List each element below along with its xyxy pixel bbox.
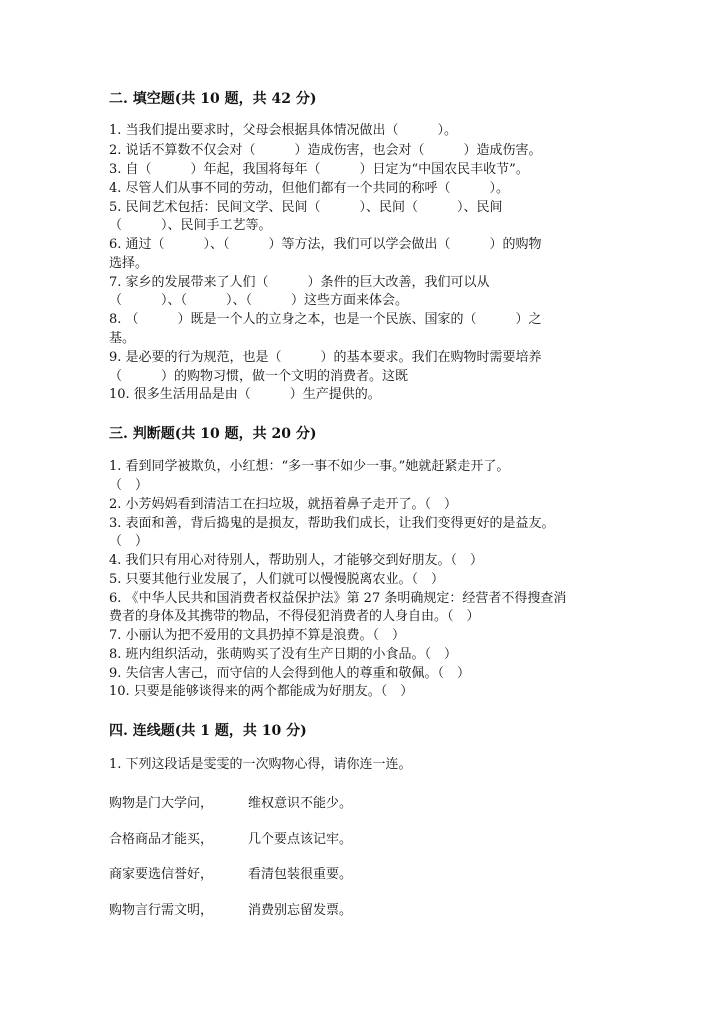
matching-right-1: 维权意识不能少。: [248, 796, 353, 811]
matching-right-3: 看清包装很重要。: [248, 867, 353, 882]
tf-q1-cont: （ ）: [109, 478, 149, 493]
matching-left-1: 购物是门大学问，: [109, 796, 214, 811]
tf-q10: 10. 只要是能够谈得来的两个都能成为好朋友。（ ）: [109, 684, 414, 699]
fill-blank-q5-cont: （ ）、民间手工艺等。: [109, 218, 272, 233]
tf-q7: 7. 小丽认为把不爱用的文具扔掉不算是浪费。（ ）: [109, 628, 406, 643]
tf-q8: 8. 班内组织活动，张萌购买了没有生产日期的小食品。（ ）: [109, 647, 458, 662]
fill-blank-q1: 1. 当我们提出要求时，父母会根据具体情况做出（ ）。: [109, 123, 458, 138]
tf-q9: 9. 失信害人害己，而守信的人会得到他人的尊重和敬佩。（ ）: [109, 666, 471, 681]
fill-blank-q8-cont: 基。: [109, 331, 136, 346]
tf-q1: 1. 看到同学被欺负，小红想：“多一事不如少一事。”她就赶紧走开了。: [109, 459, 510, 474]
matching-left-3: 商家要选信誉好，: [109, 867, 214, 882]
matching-left-2: 合格商品才能买，: [109, 832, 214, 847]
fill-blank-q7: 7. 家乡的发展带来了人们（ ）条件的巨大改善，我们可以从: [109, 275, 490, 290]
tf-q3: 3. 表面和善，背后捣鬼的是损友，帮助我们成长，让我们变得更好的是益友。: [109, 516, 555, 531]
tf-q4: 4. 我们只有用心对待别人，帮助别人，才能够交到好朋友。（ ）: [109, 553, 484, 568]
section-title-true-false: 三. 判断题(共 10 题，共 20 分): [109, 426, 317, 442]
section-title-matching: 四. 连线题(共 1 题，共 10 分): [109, 723, 307, 739]
tf-q6-cont: 费者的身体及其携带的物品，不得侵犯消费者的人身自由。（ ）: [109, 609, 480, 624]
matching-right-2: 几个要点该记牢。: [248, 832, 353, 847]
fill-blank-q9-cont: （ ）的购物习惯，做一个文明的消费者。这既: [109, 369, 409, 384]
fill-blank-q6-cont: 选择。: [109, 256, 149, 271]
tf-q5: 5. 只要其他行业发展了，人们就可以慢慢脱离农业。（ ）: [109, 572, 445, 587]
matching-question: 1. 下列这段话是雯雯的一次购物心得，请你连一连。: [109, 757, 412, 772]
fill-blank-q3: 3. 自（ ）年起，我国将每年（ ）日定为“中国农民丰收节”。: [109, 162, 529, 177]
tf-q3-cont: （ ）: [109, 534, 149, 549]
fill-blank-q8: 8. （ ）既是一个人的立身之本，也是一个民族、国家的（ ）之: [109, 312, 542, 327]
fill-blank-q2: 2. 说话不算数不仅会对（ ）造成伤害，也会对（ ）造成伤害。: [109, 143, 542, 158]
matching-left-4: 购物言行需文明，: [109, 903, 214, 918]
fill-blank-q9: 9. 是必要的行为规范，也是（ ）的基本要求。我们在购物时需要培养: [109, 350, 542, 365]
fill-blank-q6: 6. 通过（ ）、（ ）等方法，我们可以学会做出（ ）的购物: [109, 237, 542, 252]
fill-blank-q5: 5. 民间艺术包括：民间文学、民间（ ）、民间（ ）、民间: [109, 200, 503, 215]
tf-q6: 6. 《中华人民共和国消费者权益保护法》第 27 条明确规定：经营者不得搜查消: [109, 591, 567, 606]
tf-q2: 2. 小芳妈妈看到清洁工在扫垃圾，就捂着鼻子走开了。（ ）: [109, 497, 458, 512]
section-title-fill-blank: 二. 填空题(共 10 题，共 42 分): [109, 91, 317, 107]
matching-right-4: 消费别忘留发票。: [248, 903, 353, 918]
fill-blank-q4: 4. 尽管人们从事不同的劳动，但他们都有一个共同的称呼（ ）。: [109, 181, 510, 196]
fill-blank-q10: 10. 很多生活用品是由（ ）生产提供的。: [109, 387, 381, 402]
fill-blank-q7-cont: （ ）、（ ）、（ ）这些方面来体会。: [109, 293, 409, 308]
